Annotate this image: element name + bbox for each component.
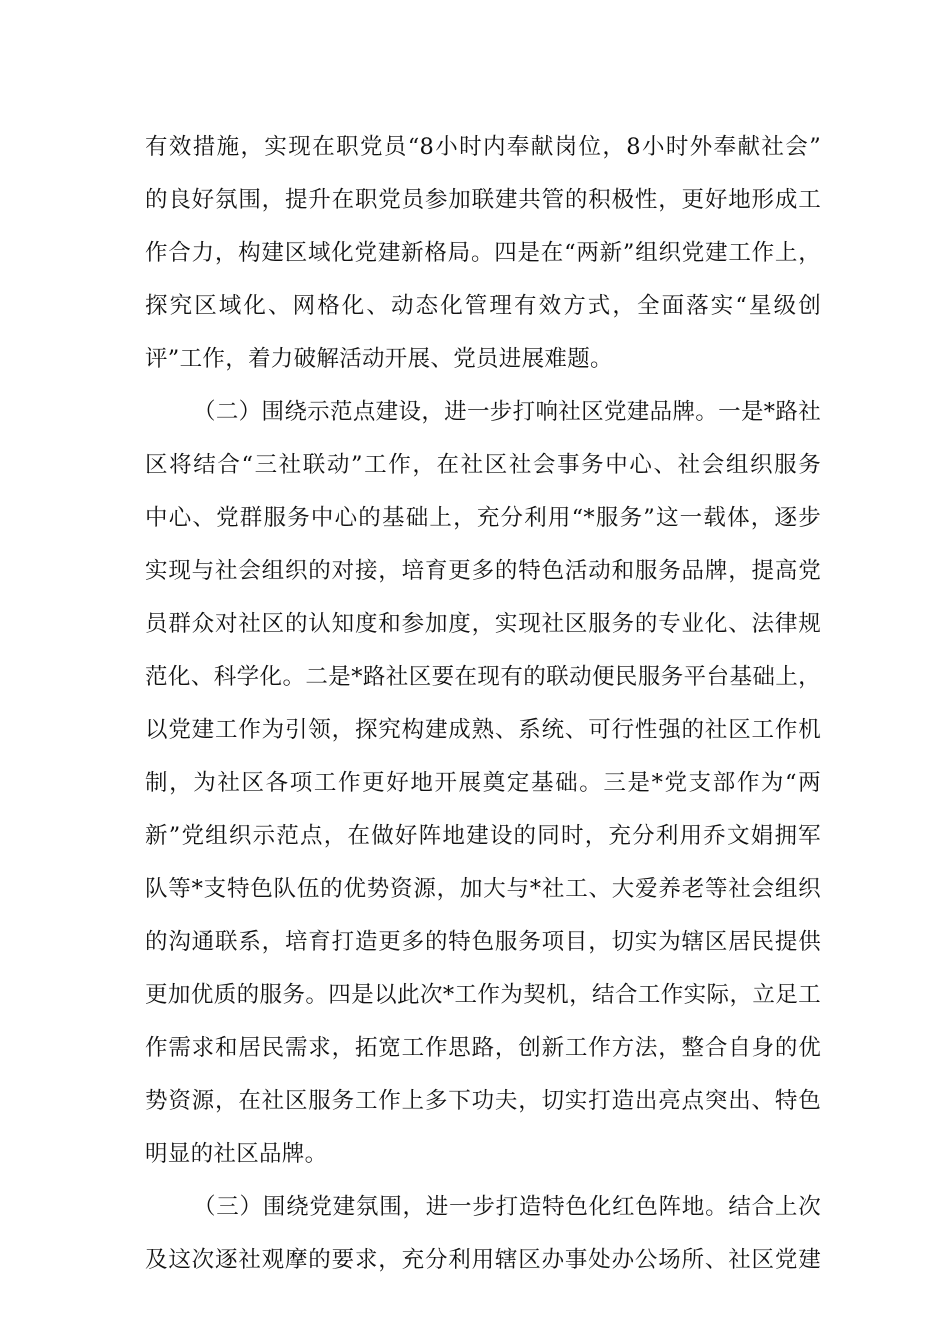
paragraph-line: 评”工作，着力破解活动开展、党员进展难题。 <box>145 346 613 372</box>
paragraph-line: 明显的社区品牌。 <box>145 1141 328 1167</box>
paragraph-line: 作需求和居民需求，拓宽工作思路，创新工作方法，整合自身的优 <box>145 1035 821 1061</box>
paragraph-line: 以党建工作为引领，探究构建成熟、系统、可行性强的社区工作机 <box>145 717 821 743</box>
paragraph-line: 区将结合“三社联动”工作，在社区社会事务中心、社会组织服务 <box>145 452 821 478</box>
paragraph-line: 实现与社会组织的对接，培育更多的特色活动和服务品牌，提高党 <box>145 558 821 584</box>
section-heading-line: （二）围绕示范点建设，进一步打响社区党建品牌。一是*路社 <box>193 399 821 425</box>
paragraph-line: 范化、科学化。二是*路社区要在现有的联动便民服务平台基础上， <box>145 664 821 690</box>
section-heading-line: （三）围绕党建氛围，进一步打造特色化红色阵地。结合上次 <box>193 1194 821 1220</box>
paragraph-line: 中心、党群服务中心的基础上，充分利用“*服务”这一载体，逐步 <box>145 505 821 531</box>
paragraph-line: 更加优质的服务。四是以此次*工作为契机，结合工作实际，立足工 <box>145 982 821 1008</box>
paragraph-line: 的沟通联系，培育打造更多的特色服务项目，切实为辖区居民提供 <box>145 929 821 955</box>
paragraph-line: 新”党组织示范点，在做好阵地建设的同时，充分利用乔文娟拥军 <box>145 823 821 849</box>
paragraph-line: 探究区域化、网格化、动态化管理有效方式，全面落实“星级创 <box>145 293 821 319</box>
paragraph-line: 及这次逐社观摩的要求，充分利用辖区办事处办公场所、社区党建 <box>145 1247 821 1273</box>
paragraph-line: 势资源，在社区服务工作上多下功夫，切实打造出亮点突出、特色 <box>145 1088 821 1114</box>
paragraph-line: 制，为社区各项工作更好地开展奠定基础。三是*党支部作为“两 <box>145 770 821 796</box>
paragraph-line: 员群众对社区的认知度和参加度，实现社区服务的专业化、法律规 <box>145 611 821 637</box>
paragraph-line: 有效措施，实现在职党员“8小时内奉献岗位，8小时外奉献社会” <box>145 134 821 160</box>
paragraph-line: 的良好氛围，提升在职党员参加联建共管的积极性，更好地形成工 <box>145 187 821 213</box>
paragraph-line: 队等*支特色队伍的优势资源，加大与*社工、大爱养老等社会组织 <box>145 876 821 902</box>
paragraph-line: 作合力，构建区域化党建新格局。四是在“两新”组织党建工作上， <box>145 240 821 266</box>
